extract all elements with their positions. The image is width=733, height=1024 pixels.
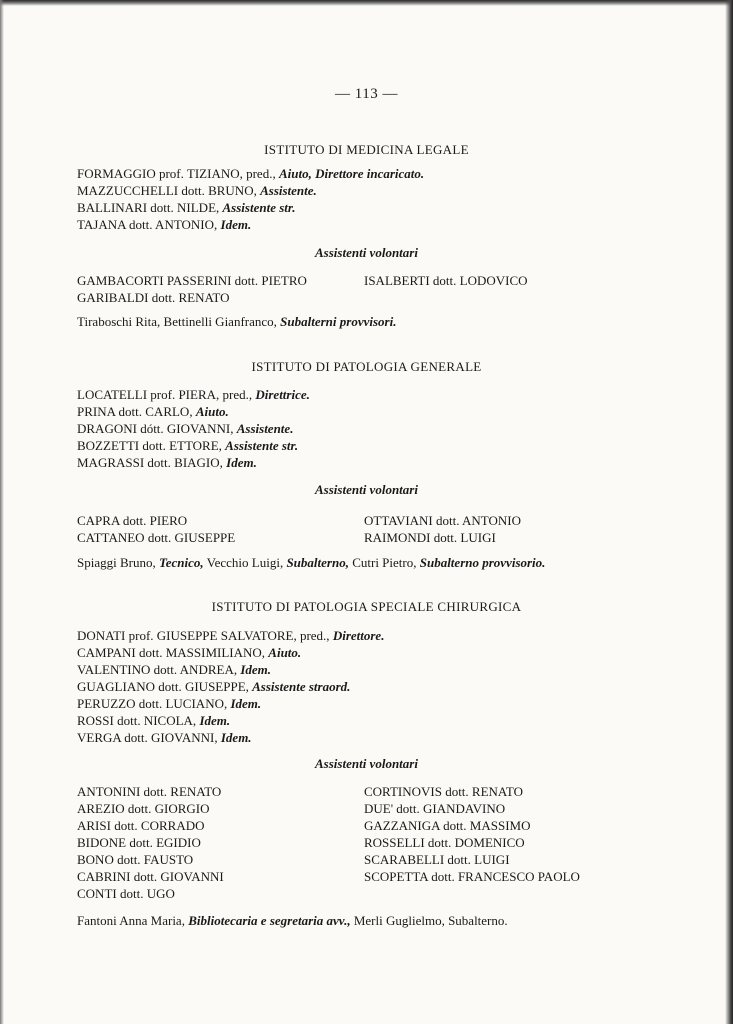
staff-role: Assistente str. (222, 200, 296, 215)
staff-name: LOCATELLI prof. PIERA, pred., (77, 387, 256, 402)
volunteers-right-patologia-chirurgica (364, 783, 580, 885)
note-medicina-legale (77, 314, 396, 330)
staff-name: GUAGLIANO dott. GIUSEPPE, (77, 679, 253, 694)
volunteer-name: GARIBALDI dott. RENATO (77, 290, 230, 305)
volunteers-left-patologia-generale (77, 512, 235, 546)
volunteer-name: BONO dott. FAUSTO (77, 852, 194, 867)
staff-line (77, 403, 310, 420)
volunteer-name: BIDONE dott. EGIDIO (77, 835, 201, 850)
volunteer-name: CORTINOVIS dott. RENATO (364, 784, 523, 799)
section-title-patologia-chirurgica: ISTITUTO DI PATOLOGIA SPECIALE CHIRURGICA (211, 599, 522, 614)
section-title-patologia-generale: ISTITUTO DI PATOLOGIA GENERALE (251, 359, 482, 374)
staff-list-medicina-legale (77, 165, 424, 233)
note-segment: Bibliotecaria e segretaria avv., (188, 913, 351, 928)
volunteer-name: CAPRA dott. PIERO (77, 513, 188, 528)
note-patologia-generale (77, 555, 545, 571)
volunteers-left-medicina-legale (77, 272, 307, 306)
note-segment: Tecnico, (158, 555, 204, 570)
staff-name: PERUZZO dott. LUCIANO, (77, 696, 231, 711)
volunteers-left-patologia-chirurgica (77, 783, 224, 902)
staff-name: DONATI prof. GIUSEPPE SALVATORE, pred., (77, 628, 333, 643)
volunteer-name: SCARABELLI dott. LUIGI (364, 852, 510, 867)
staff-role: Aiuto. (195, 404, 229, 419)
volunteer-name: AREZIO dott. GIORGIO (77, 801, 210, 816)
staff-role: Idem. (199, 713, 231, 728)
staff-role: Idem. (230, 696, 262, 711)
staff-line (77, 644, 384, 661)
volunteer-name: CONTI dott. UGO (77, 886, 175, 901)
note-segment: Merli Guglielmo, Subalterno. (350, 913, 508, 928)
note-segment: Subalterno provvisorio. (419, 555, 546, 570)
note-patologia-chirurgica (77, 913, 508, 929)
volunteer-name: OTTAVIANI dott. ANTONIO (364, 513, 521, 528)
note-segment: Fantoni Anna Maria, (77, 913, 189, 928)
volunteer-name: CABRINI dott. GIOVANNI (77, 869, 224, 884)
staff-role: Idem. (220, 730, 252, 745)
staff-list-patologia-generale (77, 386, 310, 471)
staff-role: Idem. (220, 217, 252, 232)
staff-role: Assistente. (236, 421, 294, 436)
staff-line (77, 627, 384, 644)
volunteer-name: GAMBACORTI PASSERINI dott. PIETRO (77, 273, 307, 288)
volunteer-name: DUE' dott. GIANDAVINO (364, 801, 506, 816)
staff-role: Aiuto, Direttore incaricato. (278, 166, 425, 181)
staff-role: Assistente. (260, 183, 317, 198)
staff-line (77, 386, 310, 403)
volunteers-heading-patologia-generale: Assistenti volontari (315, 482, 418, 497)
volunteers-right-patologia-generale (364, 512, 521, 546)
note-segment: Subalterni provvisori. (280, 314, 397, 329)
staff-name: PRINA dott. CARLO, (77, 404, 196, 419)
staff-line (77, 165, 424, 182)
staff-line (77, 695, 384, 712)
staff-line (77, 678, 384, 695)
staff-name: TAJANA dott. ANTONIO, (77, 217, 221, 232)
staff-role: Assistente straord. (252, 679, 351, 694)
section-title-medicina-legale: ISTITUTO DI MEDICINA LEGALE (264, 142, 469, 157)
staff-line (77, 454, 310, 471)
staff-line (77, 216, 424, 233)
volunteer-name: ARISI dott. CORRADO (77, 818, 205, 833)
page-number: — 113 — (335, 86, 398, 102)
staff-name: VERGA dott. GIOVANNI, (77, 730, 221, 745)
note-segment: Vecchio Luigi, (203, 555, 287, 570)
volunteer-name: RAIMONDI dott. LUIGI (364, 530, 496, 545)
volunteer-name: CATTANEO dott. GIUSEPPE (77, 530, 236, 545)
staff-line (77, 437, 310, 454)
staff-role: Idem. (240, 662, 272, 677)
note-segment: Spiaggi Bruno, (77, 555, 159, 570)
note-segment: Cutri Pietro, (348, 555, 420, 570)
volunteer-name: ISALBERTI dott. LODOVICO (364, 273, 528, 288)
staff-name: DRAGONI dótt. GIOVANNI, (77, 421, 237, 436)
staff-name: MAGRASSI dott. BIAGIO, (77, 455, 227, 470)
staff-name: BOZZETTI dott. ETTORE, (77, 438, 226, 453)
staff-line (77, 712, 384, 729)
staff-role: Aiuto. (268, 645, 302, 660)
volunteers-heading-medicina-legale: Assistenti volontari (315, 245, 418, 260)
staff-line (77, 182, 424, 199)
staff-line (77, 420, 310, 437)
staff-line (77, 199, 424, 216)
staff-name: ROSSI dott. NICOLA, (77, 713, 200, 728)
staff-role: Idem. (226, 455, 257, 470)
staff-role: Assistente str. (225, 438, 299, 453)
staff-name: BALLINARI dott. NILDE, (77, 200, 223, 215)
volunteer-name: GAZZANIGA dott. MASSIMO (364, 818, 531, 833)
staff-list-patologia-chirurgica (77, 627, 384, 746)
volunteers-heading-patologia-chirurgica: Assistenti volontari (315, 756, 418, 771)
scan-edge-top (0, 0, 733, 6)
staff-name: VALENTINO dott. ANDREA, (77, 662, 241, 677)
staff-role: Direttore. (332, 628, 385, 643)
staff-role: Direttrice. (255, 387, 310, 402)
note-segment: Tiraboschi Rita, Bettinelli Gianfranco, (77, 314, 281, 329)
staff-line (77, 661, 384, 678)
note-segment: Subalterno, (286, 555, 349, 570)
staff-name: MAZZUCCHELLI dott. BRUNO, (77, 183, 261, 198)
staff-line (77, 729, 384, 746)
volunteers-right-medicina-legale (364, 272, 528, 289)
staff-name: CAMPANI dott. MASSIMILIANO, (77, 645, 269, 660)
volunteer-name: ANTONINI dott. RENATO (77, 784, 222, 799)
staff-name: FORMAGGIO prof. TIZIANO, pred., (77, 166, 279, 181)
volunteer-name: ROSSELLI dott. DOMENICO (364, 835, 525, 850)
volunteer-name: SCOPETTA dott. FRANCESCO PAOLO (364, 869, 580, 884)
